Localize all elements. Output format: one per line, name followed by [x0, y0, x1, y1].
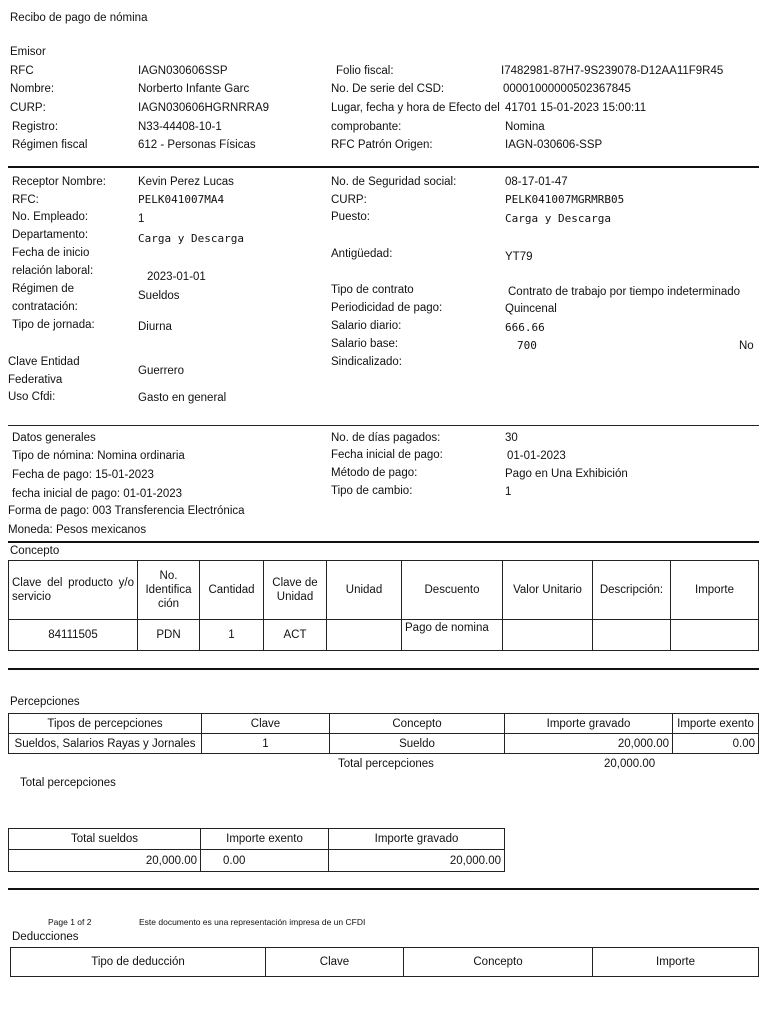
table-cell: 1: [202, 734, 330, 754]
receptor-empleado-label: No. Empleado:: [12, 211, 89, 223]
receptor-rfc-label: RFC:: [12, 194, 39, 206]
table-cell: 20,000.00: [329, 850, 505, 872]
fecha-inicial-pago: fecha inicial de pago: 01-01-2023: [12, 488, 183, 500]
regimen-label-1: Régimen de: [12, 283, 75, 295]
regimen-value: Sueldos: [138, 290, 180, 302]
table-cell: Sueldo: [330, 734, 505, 754]
generales-heading: Datos generales: [12, 432, 96, 444]
antiguedad-label: Antigüedad:: [331, 248, 393, 260]
deducciones-heading: Deducciones: [12, 931, 79, 943]
forma-pago: Forma de pago: 003 Transferencia Electrónica: [8, 505, 245, 517]
comprobante-label: comprobante:: [331, 121, 402, 133]
footer-note: Este documento es una representación impresa de un CFDI: [139, 917, 366, 927]
periodicidad-value: Quincenal: [505, 303, 557, 315]
entidad-label-2: Federativa: [8, 374, 63, 386]
emisor-registro-label: Registro:: [12, 121, 59, 133]
rfc-patron-label: RFC Patrón Origen:: [331, 139, 433, 151]
fecha-inicio-label-2: relación laboral:: [12, 265, 94, 277]
regimen-label-2: contratación:: [12, 301, 78, 313]
fecha-ini-label: Fecha inicial de pago:: [331, 449, 443, 461]
table-cell: [671, 620, 759, 651]
column-header: Importe: [671, 561, 759, 620]
entidad-value: Guerrero: [138, 365, 185, 377]
comprobante-value: Nomina: [505, 121, 545, 133]
percepciones-header-row: [9, 714, 759, 734]
fecha-pago: Fecha de pago: 15-01-2023: [12, 469, 154, 481]
concepto-heading: Concepto: [10, 545, 60, 557]
sindicalizado-label: Sindicalizado:: [331, 356, 402, 368]
column-header: Importe gravado: [329, 829, 505, 850]
salario-base-label: Salario base:: [331, 338, 399, 350]
periodicidad-label: Periodicidad de pago:: [331, 302, 443, 314]
receptor-nombre: Kevin Perez Lucas: [138, 176, 234, 188]
serie-label: No. De serie del CSD:: [331, 83, 445, 95]
lugar-value: 41701 15-01-2023 15:00:11: [505, 102, 647, 114]
totales-header-row: [9, 829, 505, 850]
receptor-rfc: PELK041007MA4: [138, 193, 225, 206]
folio-value: I7482981-87H7-9S239078-D12AA11F9R45: [501, 65, 724, 77]
percepciones-table: [8, 713, 759, 754]
deducciones-header-row: [11, 948, 759, 977]
emisor-regimen: 612 - Personas Físicas: [138, 139, 256, 151]
extra-value: No: [739, 340, 754, 352]
cambio-label: Tipo de cambio:: [331, 485, 413, 497]
puesto-value: Carga y Descarga: [505, 212, 611, 225]
column-header: Importe exento: [673, 714, 759, 734]
column-header: Descuento: [402, 561, 503, 620]
column-header: Clave del producto y/o servicio: [9, 561, 138, 620]
emisor-curp-label: CURP:: [10, 102, 46, 114]
salario-diario-label: Salario diario:: [331, 320, 402, 332]
fecha-inicio-value: 2023-01-01: [147, 271, 206, 283]
dias-label: No. de días pagados:: [331, 432, 441, 444]
emisor-regimen-label: Régimen fiscal: [12, 139, 88, 151]
column-header: Clave: [202, 714, 330, 734]
receptor-curp-label: CURP:: [331, 194, 367, 206]
jornada-value: Diurna: [138, 321, 172, 333]
puesto-label: Puesto:: [331, 211, 370, 223]
divider: [8, 425, 759, 426]
metodo-label: Método de pago:: [331, 467, 418, 479]
column-header: Descripción:: [593, 561, 671, 620]
total-percepciones-label: Total percepciones: [338, 758, 434, 770]
page-number: Page 1 of 2: [48, 917, 92, 927]
table-cell: [593, 620, 671, 651]
column-header: No. Identifica ción: [138, 561, 200, 620]
receptor-empleado: 1: [138, 213, 145, 225]
tipo-nomina: Tipo de nómina: Nomina ordinaria: [12, 450, 185, 462]
column-header: Concepto: [330, 714, 505, 734]
column-header: Unidad: [327, 561, 402, 620]
salario-diario-value: 666.66: [505, 321, 545, 334]
receptor-nombre-label: Receptor Nombre:: [12, 176, 106, 188]
table-cell: ACT: [264, 620, 327, 651]
cambio-value: 1: [505, 486, 512, 498]
table-cell: Sueldos, Salarios Rayas y Jornales: [9, 734, 202, 754]
emisor-registro: N33-44408-10-1: [138, 121, 222, 133]
total-percepciones-value: 20,000.00: [604, 758, 656, 770]
uso-label: Uso Cfdi:: [8, 391, 56, 403]
rfc-patron-value: IAGN-030606-SSP: [505, 139, 603, 151]
emisor-curp: IAGN030606HGRNRRA9: [138, 102, 270, 114]
totales-table: [8, 828, 505, 872]
fecha-ini-value: 01-01-2023: [507, 450, 566, 462]
emisor-nombre: Norberto Infante Garc: [138, 83, 250, 95]
table-row: [9, 850, 505, 872]
column-header: Cantidad: [200, 561, 264, 620]
metodo-value: Pago en Una Exhibición: [505, 468, 628, 480]
document-title: Recibo de pago de nómina: [10, 12, 148, 24]
column-header: Concepto: [404, 948, 593, 977]
table-cell: [503, 620, 593, 651]
nss-value: 08-17-01-47: [505, 176, 568, 188]
receptor-depto-label: Departamento:: [12, 229, 89, 241]
table-cell: 20,000.00: [9, 850, 201, 872]
divider: [8, 166, 759, 168]
divider: [8, 888, 759, 890]
concepto-table: [8, 560, 759, 651]
percepciones-heading: Percepciones: [10, 696, 80, 708]
divider: [8, 668, 759, 670]
antiguedad-value: YT79: [505, 251, 533, 263]
column-header: Tipo de deducción: [11, 948, 266, 977]
column-header: Importe gravado: [505, 714, 673, 734]
receptor-curp: PELK041007MGRMRB05: [505, 193, 625, 206]
lugar-label: Lugar, fecha y hora de Efecto del: [331, 102, 500, 114]
table-row: [9, 734, 759, 754]
emisor-nombre-label: Nombre:: [10, 83, 55, 95]
concepto-header-row: [9, 561, 759, 620]
entidad-label-1: Clave Entidad: [8, 356, 80, 368]
dias-value: 30: [505, 432, 518, 444]
folio-label: Folio fiscal:: [336, 65, 394, 77]
table-cell: 20,000.00: [505, 734, 673, 754]
jornada-label: Tipo de jornada:: [12, 319, 95, 331]
fecha-inicio-label-1: Fecha de inicio: [12, 247, 90, 259]
column-header: Importe: [593, 948, 759, 977]
deducciones-table: [10, 947, 759, 977]
serie-value: 00001000000502367845: [503, 83, 631, 95]
emisor-heading: Emisor: [10, 46, 46, 58]
column-header: Valor Unitario: [503, 561, 593, 620]
table-cell: Pago de nomina: [402, 620, 503, 651]
table-row: [9, 620, 759, 651]
table-cell: PDN: [138, 620, 200, 651]
divider: [8, 541, 759, 543]
column-header: Tipos de percepciones: [9, 714, 202, 734]
uso-value: Gasto en general: [138, 392, 227, 404]
column-header: Clave de Unidad: [264, 561, 327, 620]
emisor-rfc: IAGN030606SSP: [138, 65, 228, 77]
salario-base-value: 700: [517, 339, 537, 352]
contrato-label: Tipo de contrato: [331, 284, 414, 296]
column-header: Importe exento: [201, 829, 329, 850]
table-cell: 0.00: [201, 850, 329, 872]
table-cell: 0.00: [673, 734, 759, 754]
table-cell: [327, 620, 402, 651]
total-percepciones-caption: Total percepciones: [20, 777, 116, 789]
table-cell: 1: [200, 620, 264, 651]
moneda: Moneda: Pesos mexicanos: [8, 524, 147, 536]
nss-label: No. de Seguridad social:: [331, 176, 457, 188]
receptor-depto: Carga y Descarga: [138, 232, 244, 245]
contrato-value: Contrato de trabajo por tiempo indeterminado: [508, 286, 741, 298]
emisor-rfc-label: RFC: [10, 65, 34, 77]
table-cell: 84111505: [9, 620, 138, 651]
column-header: Clave: [266, 948, 404, 977]
column-header: Total sueldos: [9, 829, 201, 850]
